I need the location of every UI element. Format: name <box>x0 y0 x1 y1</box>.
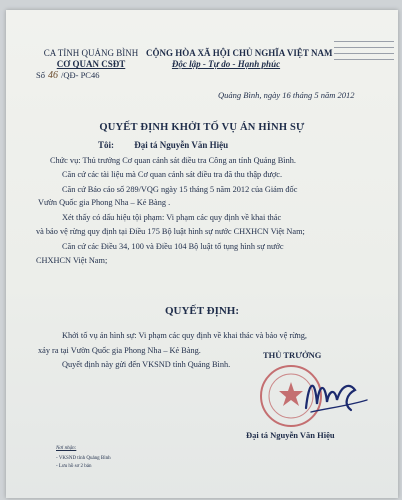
body-line: Vườn Quốc gia Phong Nha – Kẻ Bàng . <box>38 198 171 207</box>
decision-heading: QUYẾT ĐỊNH: <box>164 305 240 317</box>
signatory-name: Đại tá Nguyễn Văn Hiệu <box>246 430 335 440</box>
document-page <box>6 10 398 498</box>
motto: Độc lập - Tự do - Hạnh phúc <box>171 59 281 69</box>
issuing-agency <box>26 48 156 70</box>
body-line: Căn cứ các Điều 34, 100 và Điều 104 Bộ luật tố tụng hình sự nước <box>62 242 284 251</box>
document-title: QUYẾT ĐỊNH KHỞI TỐ VỤ ÁN HÌNH SỰ <box>99 122 305 133</box>
body-line: Căn cứ Báo cáo số 289/VQG ngày 15 tháng 5 năm 2012 của Giám đốc <box>62 185 298 194</box>
body-line: Chức vụ: Thủ trưởng Cơ quan cảnh sát điều tra Công an tỉnh Quảng Bình. <box>50 156 296 165</box>
decision-line: Khởi tố vụ án hình sự: Vi phạm các quy định về khai thác và bảo vệ rừng, <box>62 331 307 340</box>
issue-date: Quảng Bình, ngày 16 tháng 5 năm 2012 <box>218 90 355 100</box>
body-line: CHXHCN Việt Nam; <box>36 256 108 265</box>
body-line: và bảo vệ rừng quy định tại Điều 175 Bộ luật hình sự nước CHXHCN Việt Nam; <box>36 227 305 236</box>
corner-stamp-text <box>334 38 394 60</box>
body-line: Xét thấy có dấu hiệu tội phạm: Vi phạm các quy định về khai thác <box>62 213 282 222</box>
agency-line-1: CA TỈNH QUẢNG BÌNH <box>43 48 139 58</box>
decision-line: Quyết định này gửi đến VKSND tỉnh Quảng Bình. <box>62 360 231 369</box>
issuer-name: Đại tá Nguyễn Văn Hiệu <box>134 140 229 150</box>
body-line: Căn cứ các tài liệu mà Cơ quan cảnh sát điều tra đã thu thập được. <box>62 170 283 179</box>
official-seal-and-signature <box>251 360 381 430</box>
national-motto <box>146 48 333 70</box>
recipient-item: - Lưu hồ sơ 2 bản <box>56 464 92 469</box>
country-name: CỘNG HÒA XÃ HỘI CHỦ NGHĨA VIỆT NAM <box>146 48 333 58</box>
number-suffix: /QĐ- PC46 <box>60 70 100 80</box>
signatory-title: THỦ TRƯỞNG <box>263 350 322 360</box>
recipient-item: - VKSND tỉnh Quảng Bình <box>56 456 111 461</box>
number-prefix: Số <box>36 70 45 80</box>
issuer-line <box>98 140 228 150</box>
decision-line: xảy ra tại Vườn Quốc gia Phong Nha – Kẻ Bàng. <box>38 346 201 355</box>
handwritten-signature-icon <box>306 386 367 412</box>
agency-line-2: CƠ QUAN CSĐT <box>56 59 126 69</box>
issuer-label: Tôi: <box>98 140 115 150</box>
document-number <box>36 70 99 81</box>
red-seal-icon <box>261 366 321 426</box>
recipients-title: Nơi nhận: <box>56 446 77 451</box>
handwritten-number: 46 <box>47 70 58 81</box>
